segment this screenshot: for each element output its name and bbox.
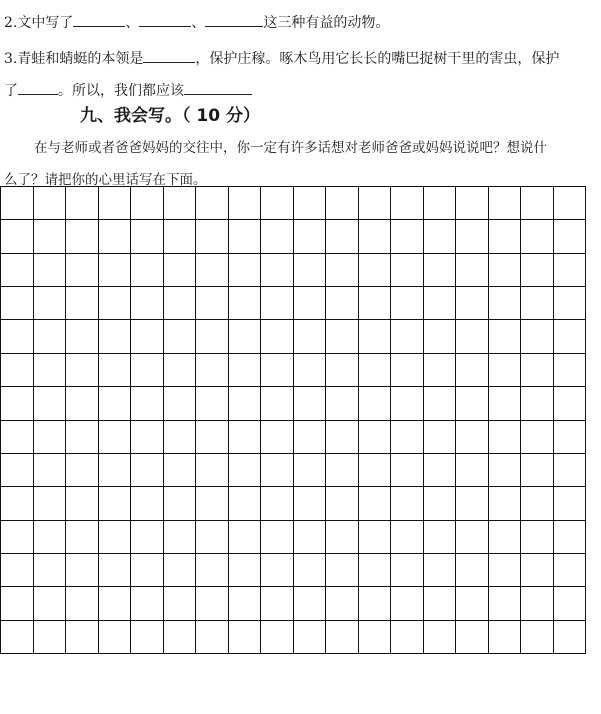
grid-cell[interactable] [294, 387, 327, 420]
grid-cell[interactable] [456, 320, 489, 353]
grid-cell[interactable] [554, 387, 587, 420]
grid-cell[interactable] [229, 220, 262, 253]
grid-cell[interactable] [34, 521, 67, 554]
grid-cell[interactable] [196, 421, 229, 454]
grid-cell[interactable] [34, 587, 67, 620]
grid-cell[interactable] [359, 220, 392, 253]
grid-cell[interactable] [99, 421, 132, 454]
answer-blank-6[interactable] [184, 80, 252, 95]
grid-cell[interactable] [391, 387, 424, 420]
separator: 、 [125, 15, 140, 31]
grid-cell[interactable] [1, 521, 34, 554]
grid-cell[interactable] [424, 487, 457, 520]
grid-cell[interactable] [229, 621, 262, 654]
grid-cell[interactable] [294, 487, 327, 520]
grid-cell[interactable] [326, 621, 359, 654]
grid-cell[interactable] [99, 287, 132, 320]
question-2-suffix: 这三种有益的动物。 [263, 15, 390, 31]
grid-cell[interactable] [99, 621, 132, 654]
grid-cell[interactable] [99, 454, 132, 487]
grid-cell[interactable] [261, 421, 294, 454]
grid-cell[interactable] [131, 454, 164, 487]
grid-cell[interactable] [261, 354, 294, 387]
grid-cell[interactable] [261, 320, 294, 353]
grid-cell[interactable] [66, 320, 99, 353]
grid-cell[interactable] [131, 320, 164, 353]
grid-cell[interactable] [34, 287, 67, 320]
grid-cell[interactable] [1, 421, 34, 454]
grid-cell[interactable] [66, 421, 99, 454]
grid-cell[interactable] [34, 554, 67, 587]
grid-cell[interactable] [131, 254, 164, 287]
grid-cell[interactable] [164, 254, 197, 287]
grid-cell[interactable] [1, 587, 34, 620]
grid-cell[interactable] [359, 187, 392, 220]
grid-cell[interactable] [66, 354, 99, 387]
grid-cell[interactable] [521, 387, 554, 420]
grid-cell[interactable] [326, 254, 359, 287]
grid-cell[interactable] [196, 320, 229, 353]
grid-cell[interactable] [196, 220, 229, 253]
grid-cell[interactable] [1, 554, 34, 587]
grid-cell[interactable] [164, 521, 197, 554]
grid-cell[interactable] [521, 354, 554, 387]
grid-cell[interactable] [424, 421, 457, 454]
grid-cell[interactable] [1, 354, 34, 387]
grid-cell[interactable] [489, 287, 522, 320]
grid-cell[interactable] [131, 521, 164, 554]
grid-cell[interactable] [99, 354, 132, 387]
grid-cell[interactable] [164, 220, 197, 253]
grid-cell[interactable] [456, 487, 489, 520]
grid-cell[interactable] [1, 487, 34, 520]
grid-cell[interactable] [489, 220, 522, 253]
grid-cell[interactable] [99, 521, 132, 554]
grid-cell[interactable] [554, 554, 587, 587]
grid-cell[interactable] [391, 454, 424, 487]
grid-cell[interactable] [164, 621, 197, 654]
grid-cell[interactable] [489, 421, 522, 454]
grid-cell[interactable] [229, 454, 262, 487]
grid-cell[interactable] [521, 220, 554, 253]
grid-cell[interactable] [99, 320, 132, 353]
grid-cell[interactable] [196, 354, 229, 387]
grid-cell[interactable] [164, 287, 197, 320]
grid-cell[interactable] [521, 487, 554, 520]
grid-cell[interactable] [424, 320, 457, 353]
grid-cell[interactable] [456, 254, 489, 287]
grid-cell[interactable] [326, 454, 359, 487]
grid-cell[interactable] [424, 354, 457, 387]
grid-cell[interactable] [326, 354, 359, 387]
grid-cell[interactable] [34, 621, 67, 654]
question-3 [4, 48, 559, 69]
grid-cell[interactable] [164, 454, 197, 487]
grid-cell[interactable] [489, 254, 522, 287]
grid-cell[interactable] [554, 187, 587, 220]
grid-cell[interactable] [424, 587, 457, 620]
grid-cell[interactable] [391, 554, 424, 587]
grid-cell[interactable] [261, 254, 294, 287]
grid-cell[interactable] [554, 320, 587, 353]
grid-cell[interactable] [66, 220, 99, 253]
grid-cell[interactable] [554, 587, 587, 620]
grid-cell[interactable] [424, 254, 457, 287]
grid-cell[interactable] [99, 254, 132, 287]
question-3-line2-middle: 。所以，我们都应该 [58, 83, 184, 99]
grid-cell[interactable] [261, 487, 294, 520]
grid-cell[interactable] [196, 387, 229, 420]
grid-cell[interactable] [359, 521, 392, 554]
grid-cell[interactable] [391, 254, 424, 287]
grid-cell[interactable] [131, 220, 164, 253]
grid-cell[interactable] [424, 454, 457, 487]
answer-blank-1[interactable] [73, 12, 125, 27]
grid-cell[interactable] [261, 521, 294, 554]
grid-cell[interactable] [424, 287, 457, 320]
grid-cell[interactable] [131, 387, 164, 420]
grid-cell[interactable] [489, 454, 522, 487]
grid-cell[interactable] [164, 421, 197, 454]
grid-cell[interactable] [34, 254, 67, 287]
grid-cell[interactable] [391, 220, 424, 253]
grid-cell[interactable] [326, 487, 359, 520]
grid-cell[interactable] [456, 587, 489, 620]
answer-blank-5[interactable] [18, 80, 58, 95]
grid-cell[interactable] [489, 554, 522, 587]
grid-cell[interactable] [456, 421, 489, 454]
grid-cell[interactable] [294, 621, 327, 654]
grid-cell[interactable] [326, 521, 359, 554]
grid-cell[interactable] [66, 287, 99, 320]
grid-cell[interactable] [131, 587, 164, 620]
grid-cell[interactable] [456, 554, 489, 587]
grid-cell[interactable] [229, 421, 262, 454]
grid-cell[interactable] [294, 554, 327, 587]
grid-cell[interactable] [326, 220, 359, 253]
grid-cell[interactable] [261, 187, 294, 220]
grid-cell[interactable] [391, 621, 424, 654]
grid-cell[interactable] [456, 220, 489, 253]
grid-cell[interactable] [1, 287, 34, 320]
grid-cell[interactable] [99, 487, 132, 520]
grid-cell[interactable] [359, 354, 392, 387]
grid-cell[interactable] [164, 354, 197, 387]
grid-cell[interactable] [131, 287, 164, 320]
grid-cell[interactable] [99, 187, 132, 220]
grid-cell[interactable] [196, 454, 229, 487]
grid-cell[interactable] [359, 320, 392, 353]
grid-cell[interactable] [99, 387, 132, 420]
grid-cell[interactable] [196, 521, 229, 554]
grid-cell[interactable] [424, 621, 457, 654]
question-3-line-2 [4, 80, 252, 101]
grid-cell[interactable] [294, 220, 327, 253]
grid-cell[interactable] [521, 187, 554, 220]
grid-cell[interactable] [294, 254, 327, 287]
grid-cell[interactable] [1, 187, 34, 220]
grid-cell[interactable] [326, 587, 359, 620]
grid-cell[interactable] [99, 220, 132, 253]
grid-cell[interactable] [554, 287, 587, 320]
grid-cell[interactable] [554, 220, 587, 253]
grid-cell[interactable] [456, 354, 489, 387]
grid-cell[interactable] [489, 521, 522, 554]
grid-cell[interactable] [34, 320, 67, 353]
question-2 [4, 12, 389, 33]
grid-cell[interactable] [359, 387, 392, 420]
grid-cell[interactable] [521, 587, 554, 620]
grid-cell[interactable] [359, 587, 392, 620]
grid-cell[interactable] [521, 421, 554, 454]
grid-cell[interactable] [131, 421, 164, 454]
grid-cell[interactable] [99, 554, 132, 587]
grid-cell[interactable] [164, 187, 197, 220]
writing-grid[interactable] [0, 186, 586, 654]
grid-cell[interactable] [489, 387, 522, 420]
grid-cell[interactable] [391, 487, 424, 520]
grid-cell[interactable] [196, 254, 229, 287]
grid-cell[interactable] [294, 187, 327, 220]
question-3-line2-prefix: 了 [4, 83, 18, 99]
grid-cell[interactable] [66, 387, 99, 420]
grid-cell[interactable] [326, 554, 359, 587]
grid-cell[interactable] [489, 187, 522, 220]
grid-cell[interactable] [196, 554, 229, 587]
grid-cell[interactable] [456, 454, 489, 487]
grid-cell[interactable] [164, 554, 197, 587]
grid-cell[interactable] [391, 587, 424, 620]
grid-cell[interactable] [521, 621, 554, 654]
section-title: 九、我会写。（ 10 分） [80, 106, 260, 126]
grid-cell[interactable] [229, 587, 262, 620]
question-3-prefix: 3.青蛙和蜻蜓的本领是 [4, 51, 144, 67]
grid-cell[interactable] [294, 421, 327, 454]
grid-cell[interactable] [294, 320, 327, 353]
grid-cell[interactable] [521, 454, 554, 487]
grid-cell[interactable] [131, 487, 164, 520]
grid-cell[interactable] [1, 387, 34, 420]
grid-cell[interactable] [326, 187, 359, 220]
grid-cell[interactable] [391, 521, 424, 554]
grid-cell[interactable] [554, 454, 587, 487]
grid-cell[interactable] [1, 621, 34, 654]
grid-cell[interactable] [1, 254, 34, 287]
grid-cell[interactable] [456, 521, 489, 554]
grid-cell[interactable] [66, 254, 99, 287]
grid-cell[interactable] [131, 187, 164, 220]
grid-cell[interactable] [229, 320, 262, 353]
grid-cell[interactable] [391, 187, 424, 220]
separator: 、 [191, 15, 206, 31]
grid-cell[interactable] [261, 287, 294, 320]
grid-cell[interactable] [261, 220, 294, 253]
grid-cell[interactable] [229, 287, 262, 320]
grid-cell[interactable] [196, 287, 229, 320]
grid-cell[interactable] [99, 587, 132, 620]
grid-cell[interactable] [66, 621, 99, 654]
grid-cell[interactable] [164, 587, 197, 620]
grid-cell[interactable] [229, 187, 262, 220]
grid-cell[interactable] [424, 387, 457, 420]
grid-cell[interactable] [554, 621, 587, 654]
answer-blank-2[interactable] [139, 12, 191, 27]
grid-cell[interactable] [261, 621, 294, 654]
grid-cell[interactable] [521, 287, 554, 320]
grid-cell[interactable] [456, 187, 489, 220]
grid-cell[interactable] [489, 587, 522, 620]
grid-cell[interactable] [359, 421, 392, 454]
grid-cell[interactable] [521, 320, 554, 353]
grid-cell[interactable] [229, 254, 262, 287]
grid-cell[interactable] [229, 521, 262, 554]
grid-cell[interactable] [326, 387, 359, 420]
instruction-line-1: 在与老师或者爸爸妈妈的交往中，你一定有许多话想对老师爸爸或妈妈说说吧？想说什 [34, 140, 547, 156]
grid-cell[interactable] [554, 521, 587, 554]
answer-blank-4[interactable] [143, 48, 195, 63]
grid-cell[interactable] [391, 354, 424, 387]
grid-cell[interactable] [196, 187, 229, 220]
grid-cell[interactable] [66, 521, 99, 554]
grid-cell[interactable] [66, 587, 99, 620]
grid-cell[interactable] [359, 621, 392, 654]
grid-cell[interactable] [326, 421, 359, 454]
grid-cell[interactable] [294, 354, 327, 387]
grid-cell[interactable] [424, 521, 457, 554]
grid-cell[interactable] [66, 454, 99, 487]
grid-cell[interactable] [359, 554, 392, 587]
grid-cell[interactable] [261, 587, 294, 620]
grid-cell[interactable] [1, 454, 34, 487]
grid-cell[interactable] [554, 421, 587, 454]
grid-cell[interactable] [391, 320, 424, 353]
instruction-line-2: 么了？请把你的心里话写在下面。 [4, 172, 207, 188]
grid-cell[interactable] [34, 220, 67, 253]
grid-cell[interactable] [489, 621, 522, 654]
grid-cell[interactable] [359, 487, 392, 520]
grid-cell[interactable] [164, 320, 197, 353]
grid-cell[interactable] [66, 487, 99, 520]
grid-cell[interactable] [554, 354, 587, 387]
grid-cell[interactable] [489, 354, 522, 387]
grid-cell[interactable] [489, 487, 522, 520]
grid-cell[interactable] [196, 587, 229, 620]
grid-cell[interactable] [261, 554, 294, 587]
grid-cell[interactable] [489, 320, 522, 353]
grid-cell[interactable] [66, 554, 99, 587]
grid-cell[interactable] [66, 187, 99, 220]
grid-cell[interactable] [326, 287, 359, 320]
grid-cell[interactable] [261, 454, 294, 487]
grid-cell[interactable] [294, 287, 327, 320]
grid-cell[interactable] [294, 454, 327, 487]
grid-cell[interactable] [34, 487, 67, 520]
grid-cell[interactable] [229, 554, 262, 587]
grid-cell[interactable] [424, 220, 457, 253]
grid-cell[interactable] [229, 354, 262, 387]
grid-cell[interactable] [34, 354, 67, 387]
grid-cell[interactable] [196, 487, 229, 520]
grid-cell[interactable] [359, 454, 392, 487]
grid-cell[interactable] [34, 421, 67, 454]
grid-cell[interactable] [554, 487, 587, 520]
grid-cell[interactable] [34, 187, 67, 220]
grid-cell[interactable] [1, 220, 34, 253]
grid-cell[interactable] [164, 487, 197, 520]
grid-cell[interactable] [521, 254, 554, 287]
question-2-prefix: 2.文中写了 [4, 15, 74, 31]
grid-cell[interactable] [294, 521, 327, 554]
grid-cell[interactable] [521, 521, 554, 554]
grid-cell[interactable] [456, 621, 489, 654]
grid-cell[interactable] [391, 421, 424, 454]
grid-cell[interactable] [521, 554, 554, 587]
grid-cell[interactable] [359, 254, 392, 287]
grid-cell[interactable] [456, 287, 489, 320]
grid-cell[interactable] [34, 454, 67, 487]
grid-cell[interactable] [391, 287, 424, 320]
grid-cell[interactable] [229, 487, 262, 520]
grid-cell[interactable] [34, 387, 67, 420]
grid-cell[interactable] [1, 320, 34, 353]
grid-cell[interactable] [131, 354, 164, 387]
grid-cell[interactable] [131, 621, 164, 654]
answer-blank-3[interactable] [205, 12, 263, 27]
grid-cell[interactable] [294, 587, 327, 620]
grid-cell[interactable] [229, 387, 262, 420]
grid-cell[interactable] [164, 387, 197, 420]
grid-cell[interactable] [326, 320, 359, 353]
grid-cell[interactable] [261, 387, 294, 420]
grid-cell[interactable] [359, 287, 392, 320]
grid-cell[interactable] [456, 387, 489, 420]
grid-cell[interactable] [424, 187, 457, 220]
grid-cell[interactable] [424, 554, 457, 587]
grid-cell[interactable] [131, 554, 164, 587]
question-3-middle: ，保护庄稼。啄木鸟用它长长的嘴巴捉树干里的害虫，保护 [195, 51, 560, 67]
grid-cell[interactable] [554, 254, 587, 287]
grid-cell[interactable] [196, 621, 229, 654]
